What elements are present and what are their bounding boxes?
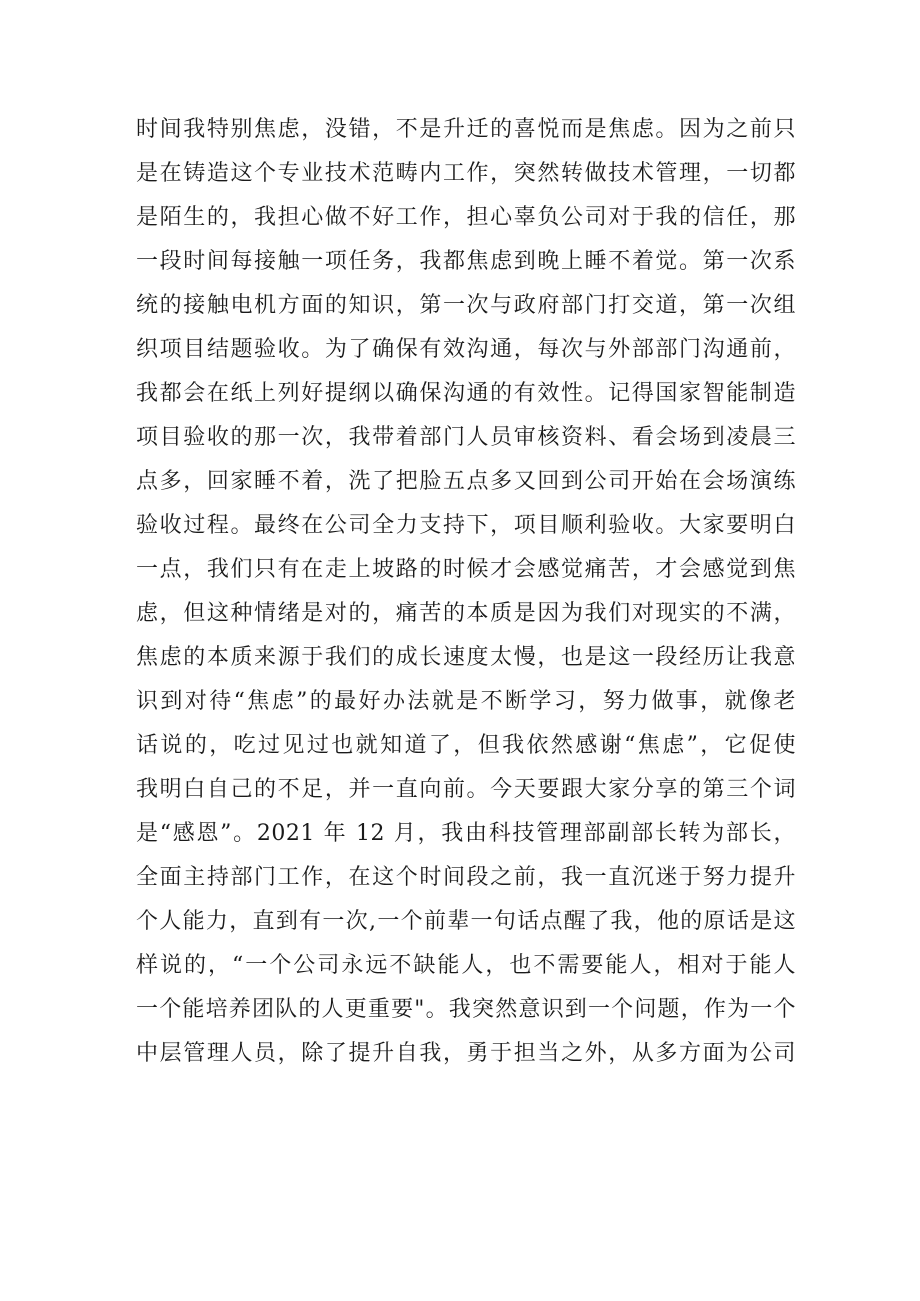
- text-line-19: 个人能力，直到有一次,一个前辈一句话点醒了我，他的原话是这: [136, 909, 796, 934]
- text-line-8: 项目验收的那一次，我带着部门人员审核资料、看会场到凌晨三: [136, 425, 796, 450]
- text-line-16: 我明白自己的不足，并一直向前。今天要跟大家分享的第三个词: [136, 777, 796, 802]
- text-line-15: 话说的，吃过见过也就知道了，但我依然感谢“焦虑”，它促使: [136, 733, 796, 758]
- text-line-7: 我都会在纸上列好提纲以确保沟通的有效性。记得国家智能制造: [136, 381, 796, 406]
- text-line-18: 全面主持部门工作，在这个时间段之前，我一直沉迷于努力提升: [136, 865, 796, 890]
- text-line-12: 虑，但这种情绪是对的，痛苦的本质是因为我们对现实的不满，: [136, 601, 796, 626]
- text-line-11: 一点，我们只有在走上坡路的时候才会感觉痛苦，才会感觉到焦: [136, 557, 796, 582]
- text-line-21: 一个能培养团队的人更重要"。我突然意识到一个问题，作为一个: [136, 997, 796, 1022]
- text-line-2: 是在铸造这个专业技术范畴内工作，突然转做技术管理，一切都: [136, 161, 796, 186]
- body-text: [136, 108, 796, 1076]
- text-line-17: 是“感恩”。2021 年 12 月，我由科技管理部副部长转为部长，: [136, 821, 796, 846]
- text-line-13: 焦虑的本质来源于我们的成长速度太慢，也是这一段经历让我意: [136, 645, 796, 670]
- text-line-4: 一段时间每接触一项任务，我都焦虑到晚上睡不着觉。第一次系: [136, 249, 796, 274]
- text-line-5: 统的接触电机方面的知识，第一次与政府部门打交道，第一次组: [136, 293, 796, 318]
- text-line-22: 中层管理人员，除了提升自我，勇于担当之外，从多方面为公司: [136, 1041, 796, 1066]
- text-line-1: 时间我特别焦虑，没错，不是升迁的喜悦而是焦虑。因为之前只: [136, 117, 796, 142]
- text-line-20: 样说的，“一个公司永远不缺能人，也不需要能人，相对于能人: [136, 953, 796, 978]
- text-line-6: 织项目结题验收。为了确保有效沟通，每次与外部部门沟通前，: [136, 337, 796, 362]
- text-line-9: 点多，回家睡不着，洗了把脸五点多又回到公司开始在会场演练: [136, 469, 796, 494]
- text-line-10: 验收过程。最终在公司全力支持下，项目顺利验收。大家要明白: [136, 513, 796, 538]
- text-line-14: 识到对待“焦虑”的最好办法就是不断学习，努力做事，就像老: [136, 689, 796, 714]
- text-line-3: 是陌生的，我担心做不好工作，担心辜负公司对于我的信任，那: [136, 205, 796, 230]
